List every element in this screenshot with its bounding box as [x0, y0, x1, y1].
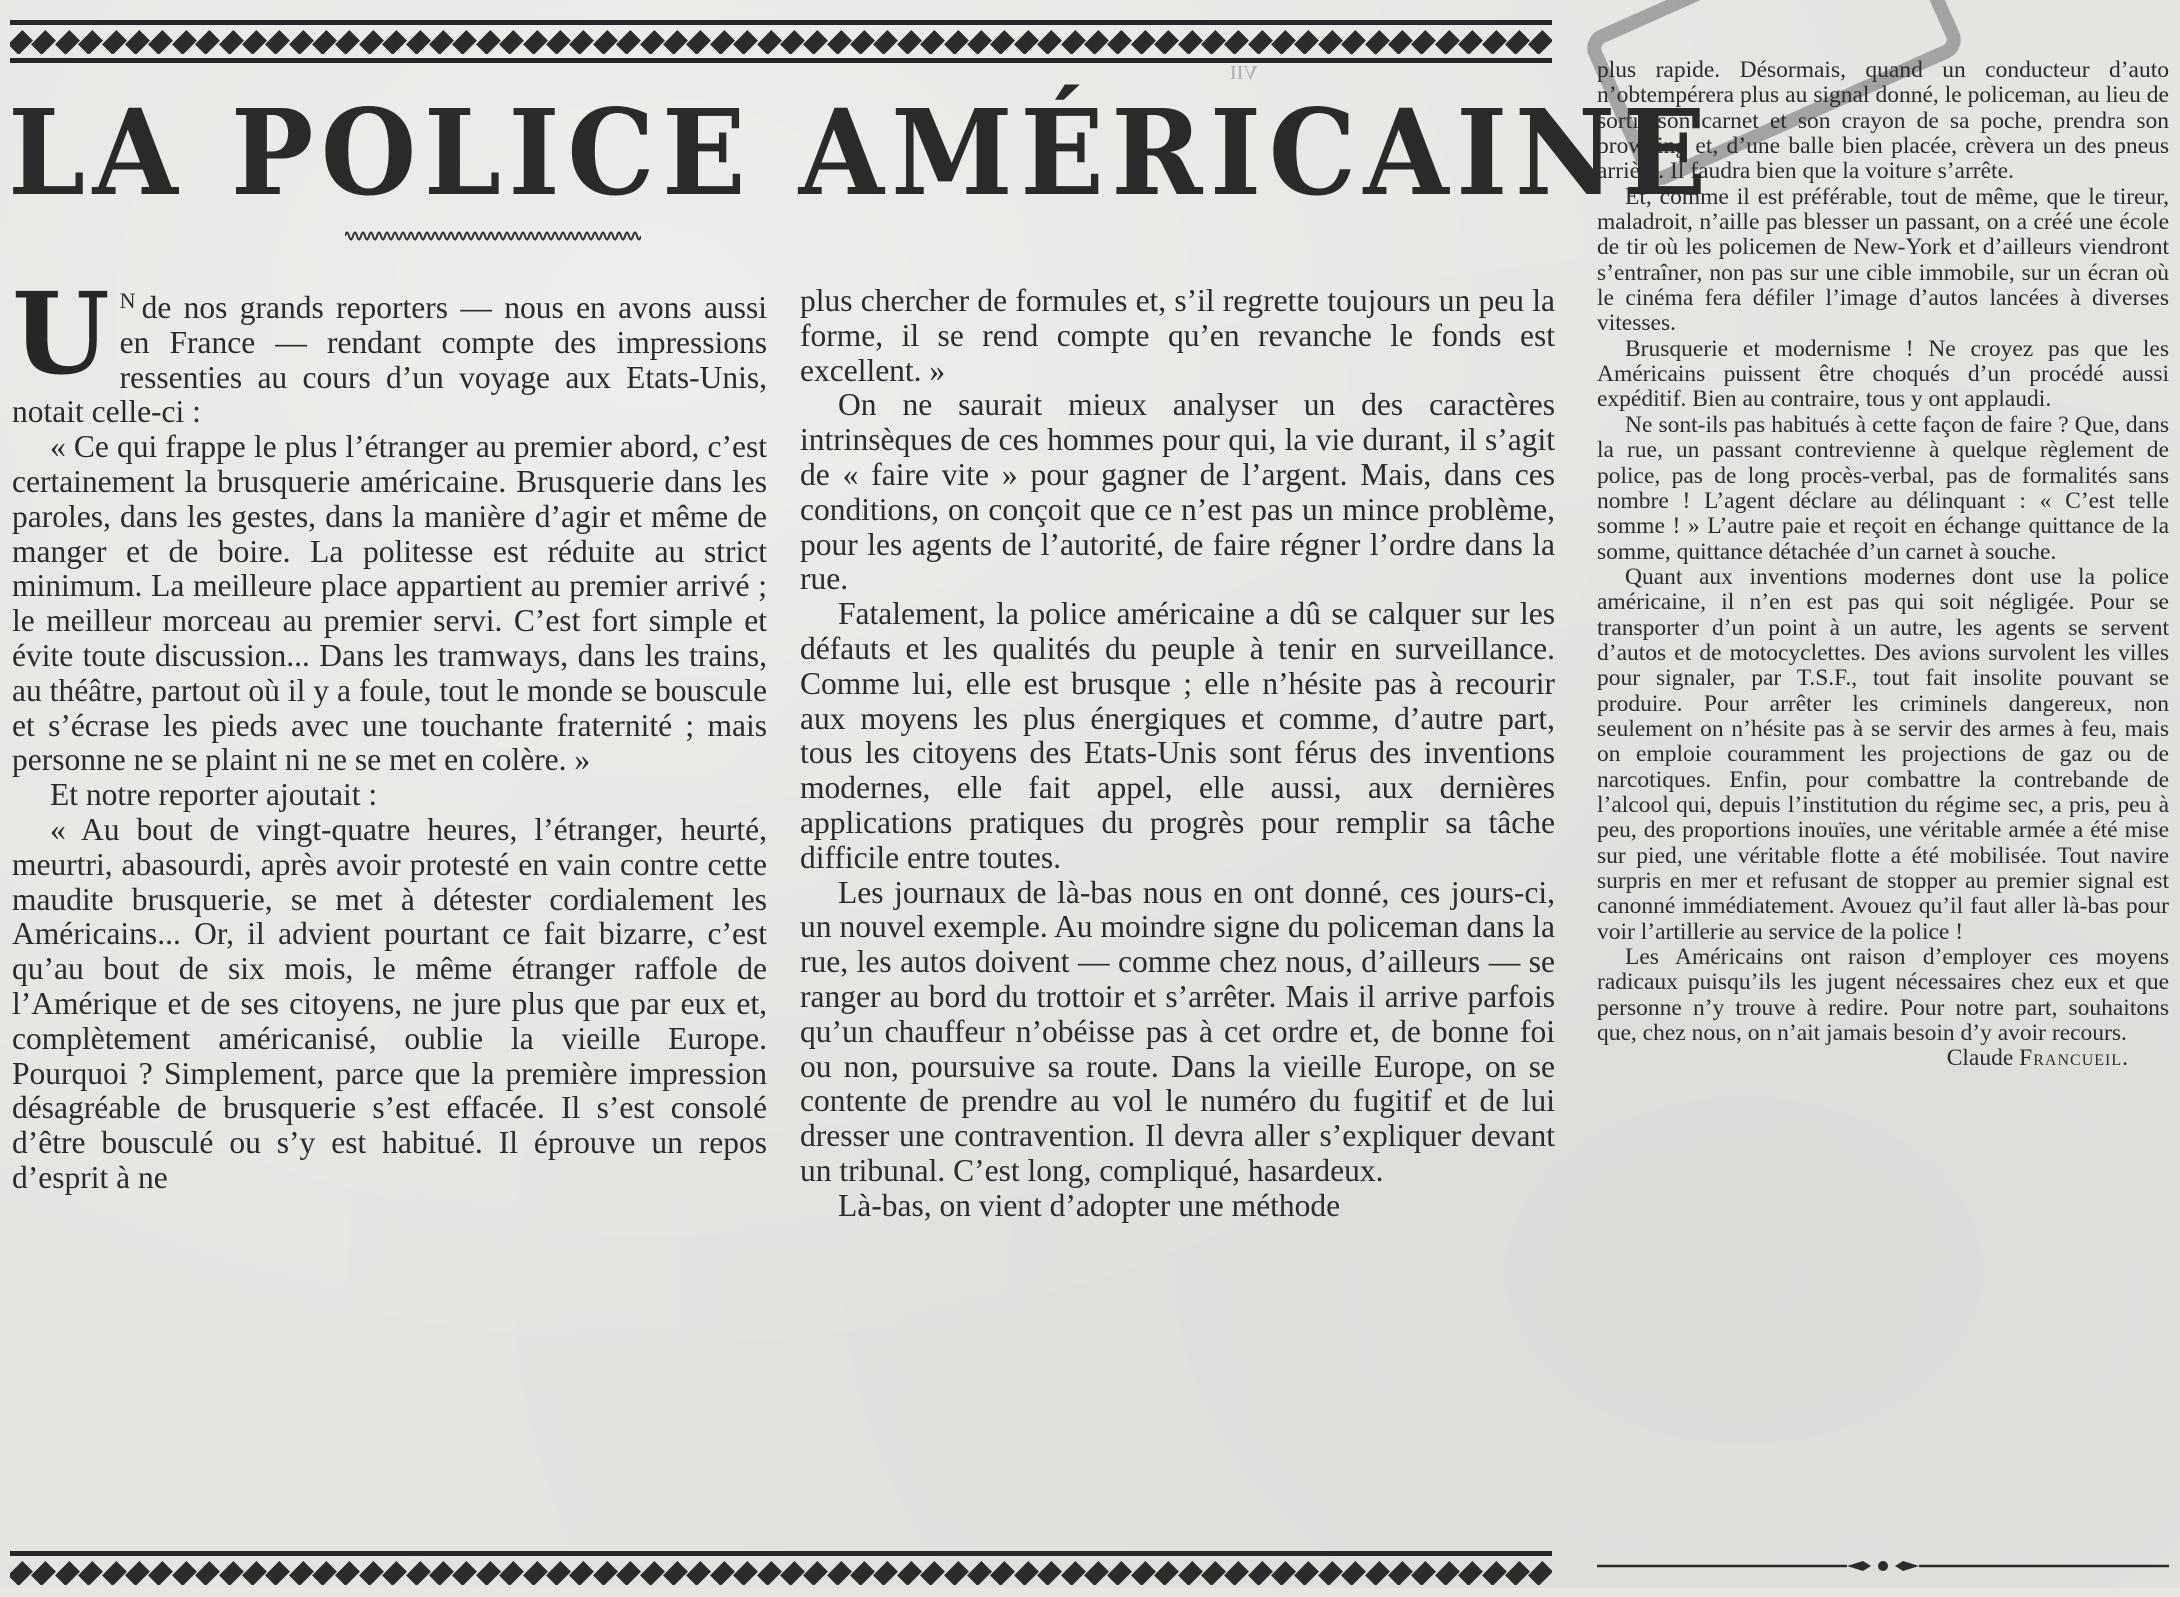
- diamond-icon: [733, 30, 758, 54]
- diamond-icon: [336, 30, 361, 54]
- diamond-icon: [312, 1561, 337, 1585]
- drop-cap: U: [12, 269, 110, 400]
- diamond-icon: [1295, 1561, 1320, 1585]
- diamond-icon: [406, 30, 431, 54]
- diamond-icon: [55, 1561, 80, 1585]
- bleed-through-mark: VII: [1230, 62, 1258, 84]
- diamond-icon: [967, 1561, 992, 1585]
- diamond-icon: [827, 30, 852, 54]
- paragraph: Les journaux de là-bas nous en ont donné, ces jours-ci, un nouvel exemple. Au moindre signe du policeman dans la rue, les autos doivent — comme chez nous, d’ailleurs — se ranger au bord du trottoir et s’arrêter. Mais il arrive parfois qu’un chauffeur n’obéisse pas à cet ordre et, de bonne foi ou non, poursuive sa route. Dans la vieille Europe, on se contente de prendre au vol le numéro du fugitif et de lui dresser une contravention. Il devra aller s’expliquer devant un tribunal. C’est long, compliqué, hasardeux.: [800, 874, 1555, 1188]
- diamond-icon: [569, 30, 594, 54]
- diamond-icon: [733, 1561, 758, 1585]
- diamond-icon: [990, 30, 1015, 54]
- author-first-name: Claude: [1946, 1045, 2014, 1072]
- diamond-icon: [1528, 30, 1552, 54]
- article-column-left: [12, 269, 767, 1196]
- diamond-icon: [429, 1561, 454, 1585]
- article-title: LA POLICE AMÉRICAINE: [8, 83, 1714, 222]
- diamond-icon: [1295, 30, 1320, 54]
- author-last-name: Francueil.: [2019, 1045, 2129, 1072]
- diamond-icon: [1201, 1561, 1226, 1585]
- paragraph: Ne sont-ils pas habitués à cette façon de faire ? Que, dans la rue, un passant contrevienne à quelque règlement de police, pas de long procès-verbal, pas de formalités sans nombre ! L’agent déclare au délinquant : « C’est telle somme ! » L’autre paie et reçoit en échange quittance de la somme, quittance détachée d’un carnet à souche.: [1597, 411, 2169, 565]
- diamond-icon: [476, 30, 501, 54]
- diamond-icon: [195, 1561, 220, 1585]
- diamond-icon: [78, 1561, 103, 1585]
- diamond-icon: [1224, 1561, 1249, 1585]
- diamond-icon: [1458, 30, 1483, 54]
- diamond-icon: [289, 30, 314, 54]
- diamond-icon: [1084, 30, 1109, 54]
- diamond-icon: [569, 1561, 594, 1585]
- diamond-icon: [780, 30, 805, 54]
- diamond-icon: [242, 30, 267, 54]
- diamond-icon: [1482, 30, 1507, 54]
- paragraph: Les Américains ont raison d’employer ces moyens radicaux puisqu’ils les jugent nécessaires chez eux et que personne n’y trouve à redire. Pour notre part, souhaitons que, chez nous, on n’ait jamais besoin d’y avoir recours.: [1597, 944, 2169, 1047]
- diamond-ornament-row: [10, 30, 1552, 54]
- diamond-icon: [546, 1561, 571, 1585]
- diamond-icon: [1084, 1561, 1109, 1585]
- paragraph: Et, comme il est préférable, tout de même, que le tireur, maladroit, n’aille pas blesser un passant, on a créé une école de tir où les policemen de New-York et d’ailleurs viendront s’entraîner, non pas sur une cible immobile, sur un écran où le cinéma fera défiler l’image d’autos lancées à diverses vitesses.: [1597, 183, 2169, 337]
- diamond-icon: [31, 30, 56, 54]
- diamond-icon: [55, 30, 80, 54]
- diamond-icon: [1014, 30, 1039, 54]
- end-of-article-ornament: [1597, 1560, 2169, 1572]
- diamond-icon: [850, 1561, 875, 1585]
- diamond-icon: [663, 30, 688, 54]
- diamond-icon: [803, 1561, 828, 1585]
- diamond-icon: [1365, 1561, 1390, 1585]
- diamond-icon: [1528, 1561, 1552, 1585]
- diamond-icon: [125, 1561, 150, 1585]
- diamond-icon: [780, 1561, 805, 1585]
- diamond-icon: [1341, 1561, 1366, 1585]
- diamond-icon: [289, 1561, 314, 1585]
- diamond-icon: [850, 30, 875, 54]
- diamond-icon: [219, 1561, 244, 1585]
- diamond-icon: [710, 1561, 735, 1585]
- diamond-icon: [1201, 30, 1226, 54]
- diamond-icon: [10, 30, 33, 54]
- diamond-icon: [640, 1561, 665, 1585]
- diamond-icon: [476, 1561, 501, 1585]
- diamond-icon: [172, 30, 197, 54]
- article-column-middle: [800, 284, 1555, 1224]
- paragraph-text: de nos grands reporters — nous en avons aussi en France — rendant compte des impressions ressenties au cours d’un voyage aux Etats-Unis, notait celle-ci :: [12, 290, 767, 430]
- diamond-icon: [1037, 1561, 1062, 1585]
- diamond-icon: [1107, 1561, 1132, 1585]
- diamond-icon: [616, 30, 641, 54]
- diamond-icon: [1505, 30, 1530, 54]
- diamond-icon: [452, 30, 477, 54]
- diamond-icon: [1131, 1561, 1156, 1585]
- diamond-icon: [663, 1561, 688, 1585]
- diamond-icon: [1365, 30, 1390, 54]
- diamond-icon: [406, 1561, 431, 1585]
- diamond-icon: [1061, 1561, 1086, 1585]
- paragraph: « Au bout de vingt-quatre heures, l’étranger, heurté, meurtri, abasourdi, après avoir protesté en vain contre cette maudite brusquerie, se met à détester cordialement les Américains... Or, il advient pourtant ce fait bizarre, c’est qu’au bout de six mois, le même étranger raffole de l’Amérique et de ses citoyens, ne jure plus que par eux et, complètement américanisé, oublie la vieille Europe. Pourquoi ? Simplement, parce que la première impression désagréable de brusquerie s’est effacée. Il s’est consolé d’être bousculé ou s’y est habitué. Il éprouve un repos d’esprit à ne: [12, 811, 767, 1195]
- diamond-icon: [1037, 30, 1062, 54]
- diamond-icon: [593, 1561, 618, 1585]
- diamond-icon: [523, 1561, 548, 1585]
- diamond-icon: [1411, 30, 1436, 54]
- bottom-ornamental-border: [10, 1547, 1552, 1597]
- diamond-icon: [382, 1561, 407, 1585]
- diamond-icon: [897, 30, 922, 54]
- diamond-icon: [803, 30, 828, 54]
- diamond-icon: [359, 1561, 384, 1585]
- diamond-icon: [616, 1561, 641, 1585]
- diamond-icon: [452, 1561, 477, 1585]
- diamond-icon: [1271, 30, 1296, 54]
- diamond-icon: [1435, 1561, 1460, 1585]
- diamond-icon: [1248, 1561, 1273, 1585]
- diamond-icon: [873, 30, 898, 54]
- diamond-icon: [1318, 1561, 1343, 1585]
- article-column-right: [1597, 58, 2169, 1072]
- diamond-icon: [1271, 1561, 1296, 1585]
- diamond-icon: [873, 1561, 898, 1585]
- diamond-icon: [1178, 1561, 1203, 1585]
- diamond-icon: [195, 30, 220, 54]
- top-rule: [10, 20, 1552, 25]
- diamond-icon: [757, 30, 782, 54]
- diamond-icon: [1505, 1561, 1530, 1585]
- diamond-icon: [359, 30, 384, 54]
- paragraph: Quant aux inventions modernes dont use la police américaine, il n’en est pas qui soit négligée. Pour se transporter d’un point à un autre, les agents se servent d’autos et de motocyclettes. Des avions survolent les villes pour signaler, par T.S.F., tout fait insolite pouvant se produire. Pour arrêter les criminels dangereux, non seulement on n’hésite pas à se servir des armes à feu, mais on emploie couramment les projections de gaz ou de narcotiques. Enfin, pour combattre la contrebande de l’alcool qui, depuis l’institution du régime sec, a pris, peu à peu, des proportions inouïes, une véritable armée a été mise sur pied, une véritable flotte a été mobilisée. Tout navire surpris en mer et refusant de stopper au premier signal est canonné immédiatement. Avouez qu’il faut aller là-bas pour voir l’artillerie au service de la police !: [1597, 563, 2169, 945]
- diamond-icon: [1341, 30, 1366, 54]
- top-rule-lower: [10, 58, 1552, 63]
- diamond-icon: [1458, 1561, 1483, 1585]
- author-signature: [1597, 1046, 2169, 1071]
- diamond-icon: [1178, 30, 1203, 54]
- diamond-icon: [1131, 30, 1156, 54]
- paragraph-continuation: plus chercher de formules et, s’il regrette toujours un peu la forme, il se rend compte qu’en revanche le fonds est excellent. »: [800, 283, 1555, 388]
- paragraph-lead: [12, 269, 767, 430]
- diamond-ornament-row: [10, 1561, 1552, 1585]
- diamond-icon: [148, 30, 173, 54]
- diamond-icon: [1061, 30, 1086, 54]
- drop-cap-rest: N: [119, 288, 136, 313]
- diamond-icon: [1224, 30, 1249, 54]
- diamond-icon: [967, 30, 992, 54]
- diamond-icon: [990, 1561, 1015, 1585]
- diamond-icon: [10, 1561, 33, 1585]
- paragraph-continuation: plus rapide. Désormais, quand un conducteur d’auto n’obtempérera plus au signal donné, le policeman, au lieu de sortir son carnet et son crayon de sa poche, prendra son browning et, d’une balle bien placée, crèvera un des pneus arrière. Il faudra bien que la voiture s’arrête.: [1597, 57, 2169, 185]
- diamond-icon: [897, 1561, 922, 1585]
- diamond-icon: [219, 30, 244, 54]
- diamond-icon: [757, 1561, 782, 1585]
- diamond-icon: [1014, 1561, 1039, 1585]
- diamond-icon: [920, 30, 945, 54]
- diamond-icon: [78, 30, 103, 54]
- diamond-icon: [593, 30, 618, 54]
- diamond-icon: [686, 1561, 711, 1585]
- diamond-icon: [686, 30, 711, 54]
- diamond-icon: [523, 30, 548, 54]
- diamond-icon: [1154, 1561, 1179, 1585]
- diamond-icon: [944, 30, 969, 54]
- paragraph: « Ce qui frappe le plus l’étranger au premier abord, c’est certainement la brusquerie américaine. Brusquerie dans les paroles, dans les gestes, dans la manière d’agir et même de manger et de boire. La politesse est réduite au strict minimum. La meilleure place appartient au premier arrivé ; le meilleur morceau au premier servi. C’est fort simple et évite toute discussion... Dans les tramways, dans les trains, au théâtre, partout où il y a foule, tout le monde se bouscule et s’écrase les pieds avec une touchante fraternité ; mais personne ne se plaint ni ne se met en colère. »: [12, 429, 767, 778]
- diamond-icon: [125, 30, 150, 54]
- diamond-icon: [499, 1561, 524, 1585]
- diamond-icon: [102, 1561, 127, 1585]
- diamond-icon: [1482, 1561, 1507, 1585]
- diamond-icon: [1435, 30, 1460, 54]
- paragraph: Brusquerie et modernisme ! Ne croyez pas que les Américains puissent être choqués d’un procédé aussi expéditif. Bien au contraire, tous y ont applaudi.: [1597, 335, 2169, 413]
- diamond-icon: [546, 30, 571, 54]
- diamond-icon: [1248, 30, 1273, 54]
- diamond-icon: [710, 30, 735, 54]
- diamond-icon: [242, 1561, 267, 1585]
- paragraph: Là-bas, on vient d’adopter une méthode: [838, 1187, 1341, 1223]
- diamond-icon: [920, 1561, 945, 1585]
- diamond-icon: [1411, 1561, 1436, 1585]
- diamond-icon: [265, 30, 290, 54]
- paragraph: Et notre reporter ajoutait :: [50, 777, 378, 813]
- diamond-icon: [1154, 30, 1179, 54]
- diamond-icon: [944, 1561, 969, 1585]
- wavy-rule-ornament: [345, 226, 641, 246]
- diamond-icon: [827, 1561, 852, 1585]
- diamond-icon: [148, 1561, 173, 1585]
- diamond-icon: [1388, 30, 1413, 54]
- diamond-icon: [265, 1561, 290, 1585]
- diamond-icon: [1318, 30, 1343, 54]
- diamond-icon: [172, 1561, 197, 1585]
- diamond-icon: [1107, 30, 1132, 54]
- diamond-icon: [382, 30, 407, 54]
- diamond-icon: [499, 30, 524, 54]
- bottom-rule: [10, 1551, 1552, 1556]
- diamond-icon: [312, 30, 337, 54]
- diamond-icon: [429, 30, 454, 54]
- top-ornamental-border: [10, 16, 1552, 66]
- diamond-icon: [640, 30, 665, 54]
- diamond-icon: [336, 1561, 361, 1585]
- diamond-icon: [31, 1561, 56, 1585]
- diamond-icon: [102, 30, 127, 54]
- diamond-icon: [1388, 1561, 1413, 1585]
- paragraph: Fatalement, la police américaine a dû se calquer sur les défauts et les qualités du peuple à tenir en surveillance. Comme lui, elle est brusque ; elle n’hésite pas à recourir aux moyens les plus énergiques et comme, d’autre part, tous les citoyens des Etats-Unis sont férus des inventions modernes, elle fait appel, elle aussi, aux dernières applications pratiques du progrès pour remplir sa tâche difficile entre toutes.: [800, 596, 1555, 875]
- paragraph: On ne saurait mieux analyser un des caractères intrinsèques de ces hommes pour qui, la vie durant, il s’agit de « faire vite » pour gagner de l’argent. Mais, dans ces conditions, on conçoit que ce n’est pas un mince problème, pour les agents de l’autorité, de faire régner l’ordre dans la rue.: [800, 387, 1555, 597]
